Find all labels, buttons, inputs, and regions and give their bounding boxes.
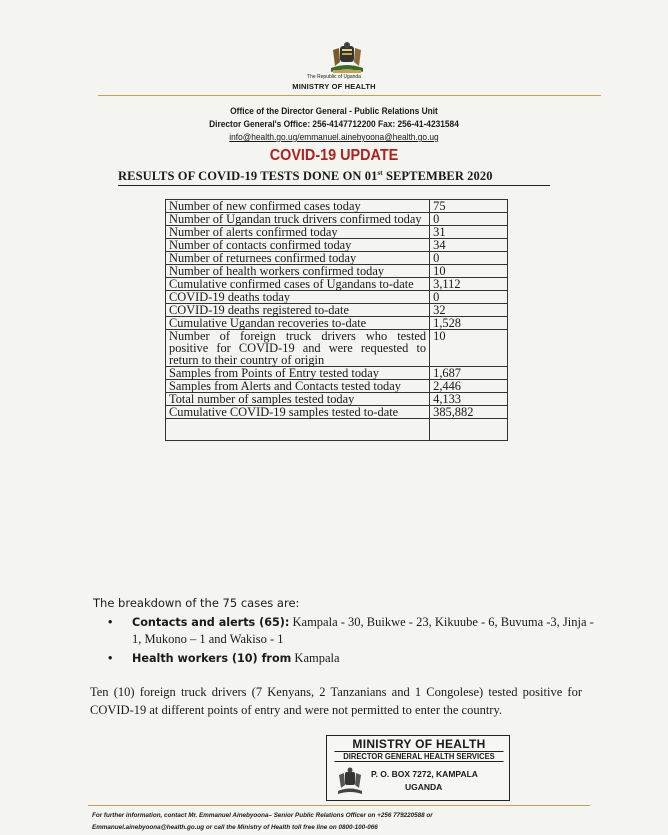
row-label: Cumulative Ugandan recoveries to-date xyxy=(166,317,430,330)
table-row xyxy=(166,330,508,367)
row-label: Number of new confirmed cases today xyxy=(166,200,430,213)
list-item-bold: Health workers (10) from xyxy=(132,652,292,665)
results-heading-text: RESULTS OF COVID-19 TESTS DONE ON 01 xyxy=(118,169,378,184)
stamp-title: MINISTRY OF HEALTH xyxy=(352,737,486,751)
table-row xyxy=(166,239,508,252)
list-item-text: Kampala xyxy=(291,651,340,665)
list-item-text: Kampala - 30, Buikwe - 23, Kikuube - 6, Buvuma -3, Jinja - 1, Mukono – 1 and Wakiso - 1 xyxy=(132,615,594,646)
row-value: 385,882 xyxy=(430,406,508,419)
row-label xyxy=(166,419,430,441)
table-row xyxy=(166,265,508,278)
results-heading xyxy=(118,169,493,184)
bullet-icon: • xyxy=(108,651,113,665)
truck-drivers-paragraph: Ten (10) foreign truck drivers (7 Kenyans, 2 Tanzanians and 1 Congolese) tested positive for COVID-19 at different points of entry and were not permitted to enter the country. xyxy=(90,685,582,717)
row-value: 4,133 xyxy=(430,393,508,406)
results-heading-suffix: st xyxy=(377,169,383,177)
stamp-coat-of-arms-icon xyxy=(335,766,365,798)
row-value: 1,528 xyxy=(430,317,508,330)
row-label: Number of Ugandan truck drivers confirmed today xyxy=(166,213,430,226)
stamp-subtitle: DIRECTOR GENERAL HEALTH SERVICES xyxy=(334,751,503,762)
footer-contact: For further information, contact Mr. Emmanuel Ainebyoona– Senior Public Relations Officer on +256 779220588 or xyxy=(92,812,433,819)
row-label: Number of contacts confirmed today xyxy=(166,239,430,252)
row-value: 34 xyxy=(430,239,508,252)
contact-emails[interactable]: info@health.go.ug/emmanuel.ainebyoona@health.go.ug xyxy=(229,132,439,143)
list-item xyxy=(108,614,598,648)
footer-email[interactable]: Emmanuel.ainebyoona@health.go.ug or call the Ministry of Health toll free line on 0800-100-066 xyxy=(92,824,378,831)
row-value: 1,687 xyxy=(430,367,508,380)
republic-label: The Republic of Uganda xyxy=(307,74,361,80)
table-row xyxy=(166,278,508,291)
row-value: 10 xyxy=(430,265,508,278)
row-value: 10 xyxy=(430,330,508,367)
row-label: COVID-19 deaths today xyxy=(166,291,430,304)
row-label: Samples from Alerts and Contacts tested today xyxy=(166,380,430,393)
office-line: Office of the Director General - Public Relations Unit xyxy=(230,106,438,117)
stamp-country: UGANDA xyxy=(405,782,443,792)
table-blank-row xyxy=(166,419,508,441)
results-table xyxy=(165,199,508,441)
row-value: 32 xyxy=(430,304,508,317)
row-label: Number of foreign truck drivers who tested positive for COVID-19 and were requested to return to their country of origin xyxy=(166,330,430,367)
row-label: Number of health workers confirmed today xyxy=(166,265,430,278)
row-value: 75 xyxy=(430,200,508,213)
row-label: Cumulative confirmed cases of Ugandans to-date xyxy=(166,278,430,291)
table-row xyxy=(166,304,508,317)
row-label: Samples from Points of Entry tested today xyxy=(166,367,430,380)
table-row xyxy=(166,406,508,419)
table-row xyxy=(166,380,508,393)
results-heading-date: SEPTEMBER 2020 xyxy=(382,169,493,184)
header-divider xyxy=(98,95,601,96)
row-label: Number of alerts confirmed today xyxy=(166,226,430,239)
breakdown-list xyxy=(108,614,598,669)
table-row xyxy=(166,317,508,330)
bullet-icon: • xyxy=(108,615,113,629)
row-value: 0 xyxy=(430,213,508,226)
contact-phones: Director General's Office: 256-4147712200 Fax: 256-41-4231584 xyxy=(209,119,459,130)
table-row xyxy=(166,200,508,213)
row-label: Number of returnees confirmed today xyxy=(166,252,430,265)
table-row xyxy=(166,213,508,226)
row-label: Cumulative COVID-19 samples tested to-date xyxy=(166,406,430,419)
official-stamp xyxy=(326,735,510,801)
table-row xyxy=(166,252,508,265)
breakdown-intro: The breakdown of the 75 cases are: xyxy=(93,596,300,610)
row-label: Total number of samples tested today xyxy=(166,393,430,406)
list-item-bold: Contacts and alerts (65): xyxy=(132,616,290,629)
stamp-address: P. O. BOX 7272, KAMPALA xyxy=(371,769,478,779)
table-row xyxy=(166,291,508,304)
row-value: 31 xyxy=(430,226,508,239)
row-value: 3,112 xyxy=(430,278,508,291)
results-underline xyxy=(118,185,550,186)
row-value: 0 xyxy=(430,291,508,304)
table-row xyxy=(166,393,508,406)
row-label: COVID-19 deaths registered to-date xyxy=(166,304,430,317)
row-value: 0 xyxy=(430,252,508,265)
page-title: COVID-19 UPDATE xyxy=(269,147,399,164)
row-value: 2,446 xyxy=(430,380,508,393)
footer-divider xyxy=(88,805,590,806)
coat-of-arms-icon xyxy=(327,40,367,76)
row-value xyxy=(430,419,508,441)
table-row xyxy=(166,226,508,239)
list-item xyxy=(108,650,598,667)
table-row xyxy=(166,367,508,380)
ministry-title: MINISTRY OF HEALTH xyxy=(292,82,376,91)
